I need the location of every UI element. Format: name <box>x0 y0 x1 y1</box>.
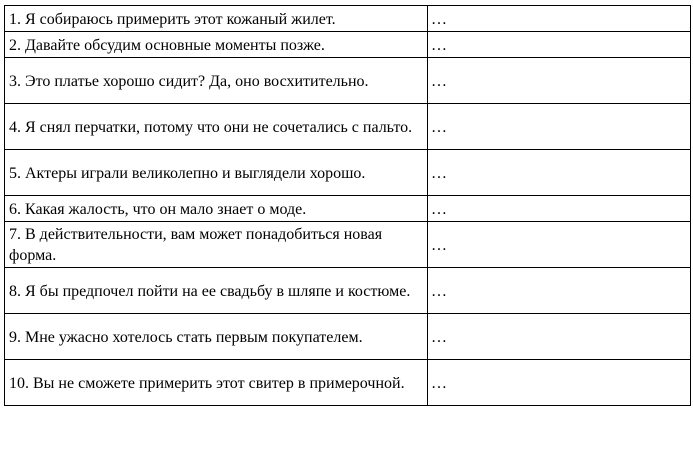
table-row <box>5 104 691 150</box>
answer-cell: … <box>428 196 691 222</box>
sentence-cell: 6. Какая жалость, что он мало знает о моде. <box>5 196 428 222</box>
sentence-cell: 10. Вы не сможете примерить этот свитер в примерочной. <box>5 360 428 406</box>
sentence-cell: 1. Я собираюсь примерить этот кожаный жилет. <box>5 6 428 32</box>
table-row <box>5 222 691 268</box>
table-row <box>5 314 691 360</box>
answer-cell: … <box>428 360 691 406</box>
answer-cell: … <box>428 104 691 150</box>
sentence-cell: 4. Я снял перчатки, потому что они не сочетались с пальто. <box>5 104 428 150</box>
table-row <box>5 360 691 406</box>
sentence-cell: 5. Актеры играли великолепно и выглядели хорошо. <box>5 150 428 196</box>
sentence-cell: 9. Мне ужасно хотелось стать первым покупателем. <box>5 314 428 360</box>
table-row <box>5 196 691 222</box>
sentence-cell: 7. В действительности, вам может понадобиться новая форма. <box>5 222 428 268</box>
answer-cell: … <box>428 268 691 314</box>
answer-cell: … <box>428 150 691 196</box>
table-row <box>5 6 691 32</box>
answer-cell: … <box>428 32 691 58</box>
answer-cell: … <box>428 222 691 268</box>
sentence-cell: 8. Я бы предпочел пойти на ее свадьбу в шляпе и костюме. <box>5 268 428 314</box>
sentence-cell: 2. Давайте обсудим основные моменты позже. <box>5 32 428 58</box>
table-row <box>5 32 691 58</box>
answer-cell: … <box>428 58 691 104</box>
table-row <box>5 58 691 104</box>
answer-cell: … <box>428 314 691 360</box>
answer-cell: … <box>428 6 691 32</box>
exercise-table <box>4 5 691 406</box>
sentence-cell: 3. Это платье хорошо сидит? Да, оно восхитительно. <box>5 58 428 104</box>
table-row <box>5 150 691 196</box>
table-row <box>5 268 691 314</box>
